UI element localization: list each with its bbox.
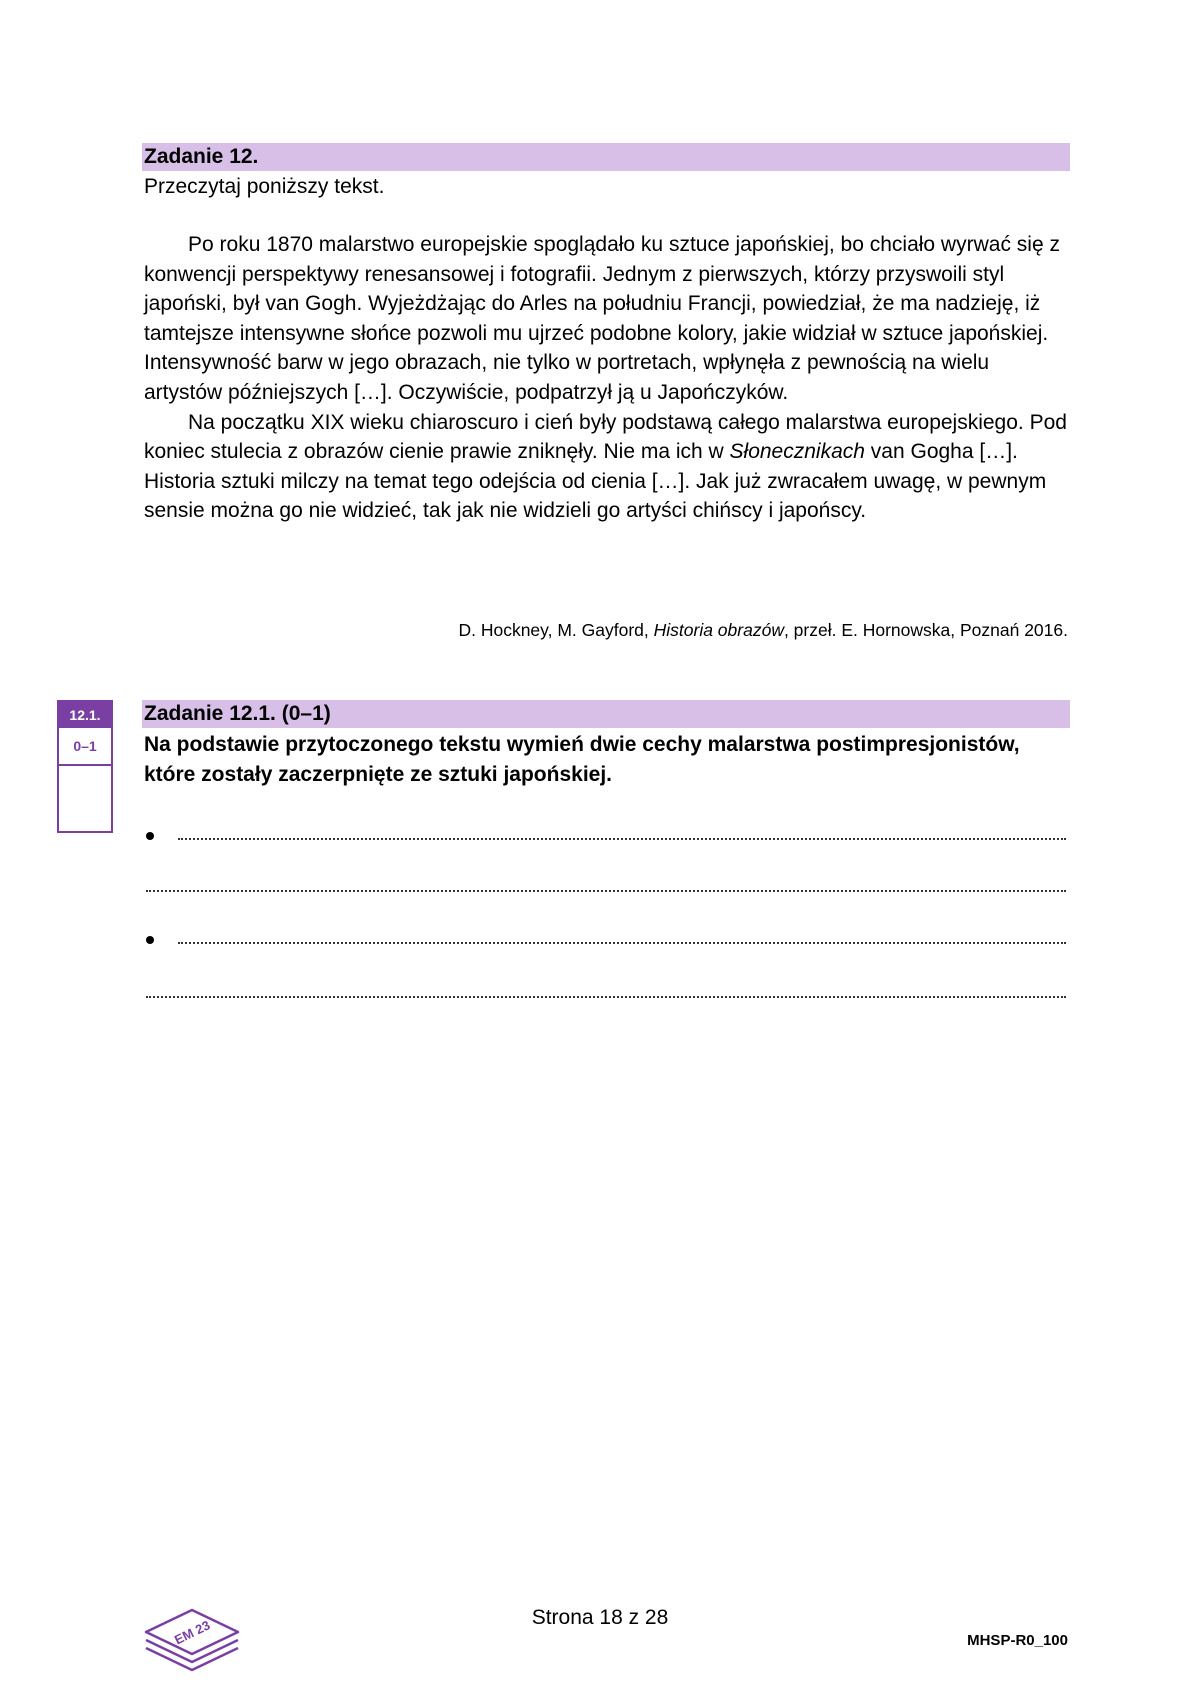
answer-line-3[interactable]	[178, 942, 1066, 944]
citation-details: , przeł. E. Hornowska, Poznań 2016.	[783, 620, 1068, 640]
exam-code: MHSP-R0_100	[967, 1632, 1068, 1649]
logo-text: EM 23	[172, 1617, 213, 1648]
passage-text: Na początku XIX wieku chiaroscuro i cień były podstawą całego malarstwa europejskiego. Pod koniec stulecia z obrazów cienie prawie zniknęły. Nie ma ich w	[144, 410, 1067, 464]
subtask-title: Zadanie 12.1. (0–1)	[144, 702, 331, 725]
answer-line-1[interactable]	[178, 838, 1066, 840]
score-task-number: 12.1.	[59, 702, 111, 728]
page-number: Strona 18 z 28	[531, 1606, 669, 1629]
task-instruction: Przeczytaj poniższy tekst.	[144, 175, 385, 198]
bullet-icon	[146, 936, 154, 944]
task-title: Zadanie 12.	[144, 145, 259, 168]
passage-paragraph-1: Po roku 1870 malarstwo europejskie spoglądało ku sztuce japońskiej, bo chciało wyrwać się z konwencji perspektywy renesansowej i fotografii. Jednym z pierwszych, którzy przyswoili styl japoński, był van Gogh. Wyjeżdżając do Arles na południu Francji, powiedział, że ma nadzieję, iż tamtejsze intensywne słońce pozwoli mu ujrzeć podobne kolory, jakie widział w sztuce japońskiej. Intensywność barw w jego obrazach, nie tylko w portretach, wpłynęła z pewnością na wielu artystów późniejszych […]. Oczywiście, podpatrzył ją u Japończyków.	[144, 233, 1060, 404]
subtask-question: Na podstawie przytoczonego tekstu wymień dwie cechy malarstwa postimpresjonistów, które zostały zaczerpnięte ze sztuki japońskiej.	[144, 733, 1020, 786]
painting-title: Słonecznikach	[729, 440, 865, 464]
score-box	[57, 700, 113, 833]
source-citation	[458, 618, 1068, 642]
bullet-icon	[146, 832, 154, 840]
score-points: 0–1	[59, 728, 111, 766]
answer-line-2[interactable]	[146, 890, 1066, 892]
answer-line-4[interactable]	[146, 996, 1066, 998]
passage-text: van Gogha […]. Historia sztuki milczy na temat tego odejścia od cienia […]. Jak już zwracałem uwagę, w pewnym sensie można go nie widzieć, tak jak nie widzieli go artyści chińscy i japońscy.	[144, 440, 1047, 523]
subtask-header	[142, 700, 1070, 728]
citation-book-title: Historia obrazów	[653, 620, 784, 640]
task-header	[142, 143, 1070, 171]
citation-authors: D. Hockney, M. Gayford,	[458, 620, 654, 640]
passage-paragraph-2	[144, 408, 1070, 526]
reading-passage	[144, 230, 1070, 526]
score-entry-field[interactable]	[59, 766, 111, 831]
